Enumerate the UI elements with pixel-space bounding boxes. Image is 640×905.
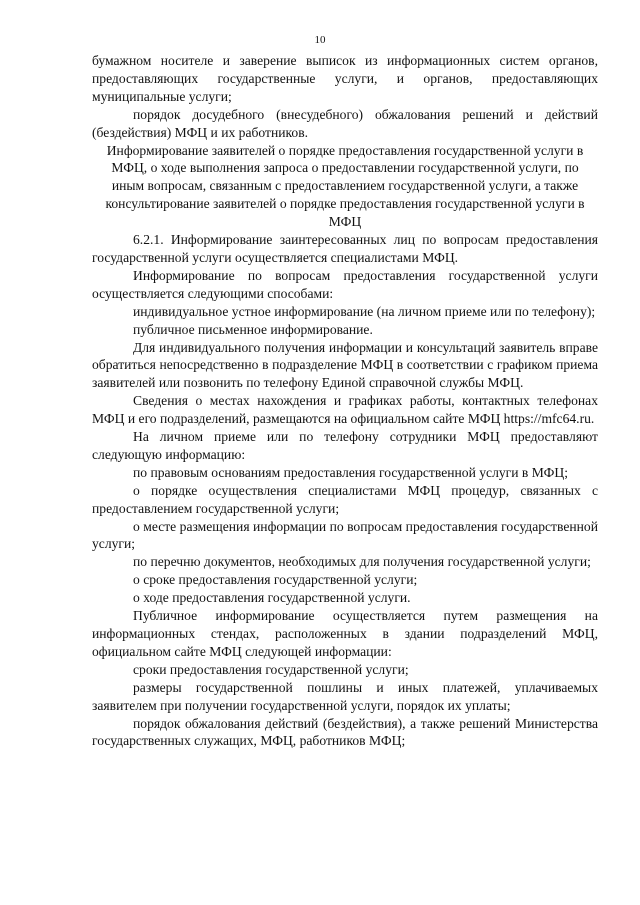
page-number: 10 — [314, 34, 326, 46]
list-item: по правовым основаниям предоставления государственной услуги в МФЦ; — [133, 464, 568, 480]
paragraph: На личном приеме или по телефону сотрудники МФЦ предоставляют следующую информацию: — [92, 429, 598, 462]
list-item: сроки предоставления государственной услуги; — [133, 661, 409, 677]
list-item: индивидуальное устное информирование (на личном приеме или по телефону); — [133, 303, 596, 319]
paragraph: 6.2.1. Информирование заинтересованных лиц по вопросам предоставления государственной услуги осуществляется специалистами МФЦ. — [92, 232, 598, 265]
list-item: по перечню документов, необходимых для получения государственной услуги; — [133, 554, 591, 570]
paragraph: Публичное информирование осуществляется путем размещения на информационных стендах, расположенных в здании подразделений МФЦ, официальном сайте МФЦ следующей информации: — [92, 608, 598, 659]
paragraph: бумажном носителе и заверение выписок из информационных систем органов, предоставляющих государственные услуги, и органов, предоставляющих муниципальные услуги; — [92, 53, 598, 104]
list-item: о ходе предоставления государственной услуги. — [133, 590, 411, 606]
paragraph: порядок досудебного (внесудебного) обжалования решений и действий (бездействия) МФЦ и их работников. — [92, 106, 598, 140]
list-item: о сроке предоставления государственной услуги; — [133, 572, 418, 588]
list-item: порядок обжалования действий (бездействия), а также решений Министерства государственных служащих, МФЦ, работников МФЦ; — [92, 715, 598, 749]
list-item: о порядке осуществления специалистами МФЦ процедур, связанных с предоставлением государственной услуги; — [92, 482, 598, 516]
paragraph: Для индивидуального получения информации и консультаций заявитель вправе обратиться непосредственно в подразделение МФЦ в соответствии с графиком приема заявителей или позвонить по телефону Единой справочной службы МФЦ. — [92, 339, 598, 391]
list-item: публичное письменное информирование. — [133, 321, 373, 337]
list-item: о месте размещения информации по вопросам предоставления государственной услуги; — [92, 518, 598, 552]
paragraph: Информирование по вопросам предоставления государственной услуги осуществляется следующими способами: — [92, 267, 598, 301]
list-item: размеры государственной пошлины и иных платежей, уплачиваемых заявителем при получении государственной услуги, порядок их уплаты; — [92, 679, 598, 713]
section-heading: Информирование заявителей о порядке предоставления государственной услуги в МФЦ, о ходе выполнения запроса о предоставлении государственной услуги, по иным вопросам, связанным с предоставлением государственной услуги, а также консультирование заявителей о порядке предоставления государственной услуги в МФЦ — [105, 142, 585, 230]
paragraph: Сведения о местах нахождения и графиках работы, контактных телефонах МФЦ и его подразделений, размещаются на официальном сайте МФЦ https://mfc64.ru. — [92, 393, 598, 427]
document-body — [92, 52, 598, 750]
